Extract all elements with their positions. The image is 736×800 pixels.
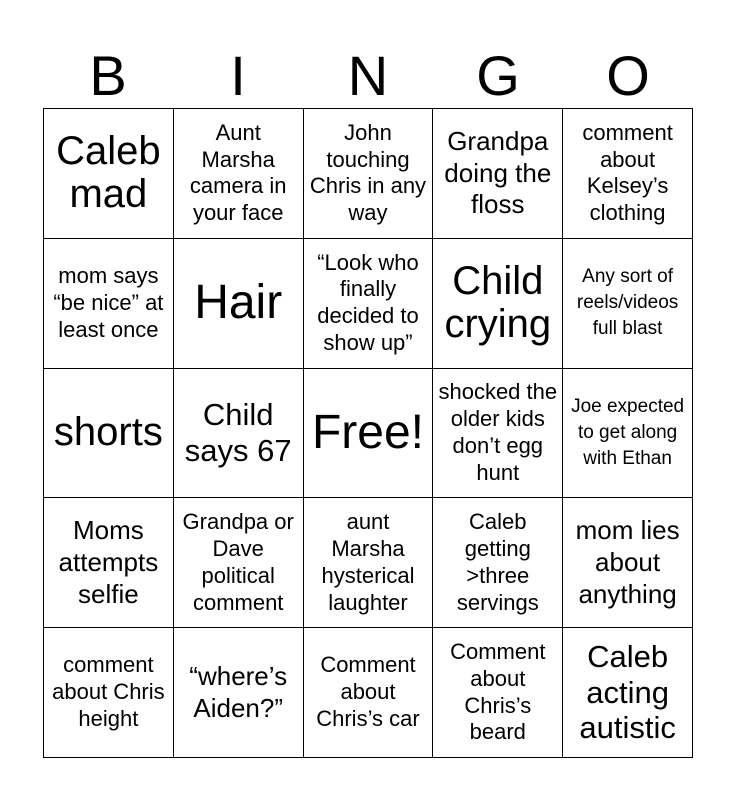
bingo-cell[interactable] bbox=[304, 239, 434, 369]
bingo-cell[interactable] bbox=[304, 109, 434, 239]
cell-text: Comment about Chris’s car bbox=[316, 652, 420, 731]
cell-text: John touching Chris in any way bbox=[309, 119, 427, 226]
bingo-cell[interactable] bbox=[563, 628, 693, 758]
cell-text: comment about Kelsey’s clothing bbox=[582, 119, 673, 226]
bingo-cell[interactable] bbox=[563, 239, 693, 369]
cell-text: Caleb getting >three servings bbox=[456, 509, 539, 615]
cell-text: “where’s Aiden?” bbox=[189, 660, 288, 723]
bingo-cell[interactable] bbox=[44, 109, 174, 239]
bingo-cell[interactable] bbox=[563, 369, 693, 499]
bingo-cell[interactable] bbox=[44, 628, 174, 758]
header-letter-g: G bbox=[476, 44, 520, 107]
bingo-cell[interactable] bbox=[174, 498, 304, 628]
cell-text: Caleb mad bbox=[56, 129, 161, 217]
cell-text: comment about Chris height bbox=[52, 652, 165, 731]
bingo-cell[interactable] bbox=[44, 239, 174, 369]
cell-text: Grandpa doing the floss bbox=[444, 125, 552, 220]
cell-text: Child says 67 bbox=[184, 397, 292, 468]
header-letter-i: I bbox=[230, 44, 246, 107]
bingo-cell[interactable] bbox=[433, 109, 563, 239]
bingo-header bbox=[43, 44, 693, 108]
bingo-board bbox=[43, 108, 693, 758]
cell-text: Comment about Chris’s beard bbox=[450, 638, 546, 745]
cell-text: mom lies about anything bbox=[575, 515, 680, 609]
cell-text: Aunt Marsha camera in your face bbox=[189, 119, 287, 226]
bingo-cell[interactable] bbox=[433, 498, 563, 628]
header-letter-o: O bbox=[606, 44, 650, 107]
bingo-cell[interactable] bbox=[174, 628, 304, 758]
header-letter-b: B bbox=[89, 44, 127, 107]
bingo-cell[interactable] bbox=[433, 369, 563, 499]
bingo-cell[interactable] bbox=[174, 109, 304, 239]
bingo-cell[interactable] bbox=[174, 369, 304, 499]
cell-text: Caleb acting autistic bbox=[579, 639, 676, 746]
cell-text: Free! bbox=[311, 406, 424, 460]
bingo-cell[interactable] bbox=[44, 498, 174, 628]
cell-text: Joe expected to get along with Ethan bbox=[571, 396, 685, 469]
cell-text: shorts bbox=[53, 410, 163, 455]
bingo-cell[interactable] bbox=[563, 109, 693, 239]
cell-text: shocked the older kids don’t egg hunt bbox=[438, 379, 558, 485]
bingo-cell[interactable] bbox=[174, 239, 304, 369]
cell-text: mom says “be nice” at least once bbox=[53, 262, 164, 342]
cell-text: Moms attempts selfie bbox=[58, 515, 159, 609]
header-letter-n: N bbox=[347, 44, 389, 107]
cell-text: Hair bbox=[194, 276, 283, 330]
cell-text: Grandpa or Dave political comment bbox=[182, 509, 294, 615]
bingo-cell[interactable] bbox=[563, 498, 693, 628]
bingo-cell[interactable] bbox=[304, 369, 434, 499]
bingo-cell[interactable] bbox=[433, 628, 563, 758]
bingo-cell[interactable] bbox=[44, 369, 174, 499]
cell-text: aunt Marsha hysterical laughter bbox=[321, 509, 415, 615]
cell-text: “Look who finally decided to show up” bbox=[317, 249, 419, 356]
cell-text: Any sort of reels/videos full blast bbox=[576, 266, 679, 340]
bingo-cell[interactable] bbox=[304, 498, 434, 628]
bingo-cell[interactable] bbox=[304, 628, 434, 758]
bingo-cell[interactable] bbox=[433, 239, 563, 369]
cell-text: Child crying bbox=[444, 259, 552, 347]
